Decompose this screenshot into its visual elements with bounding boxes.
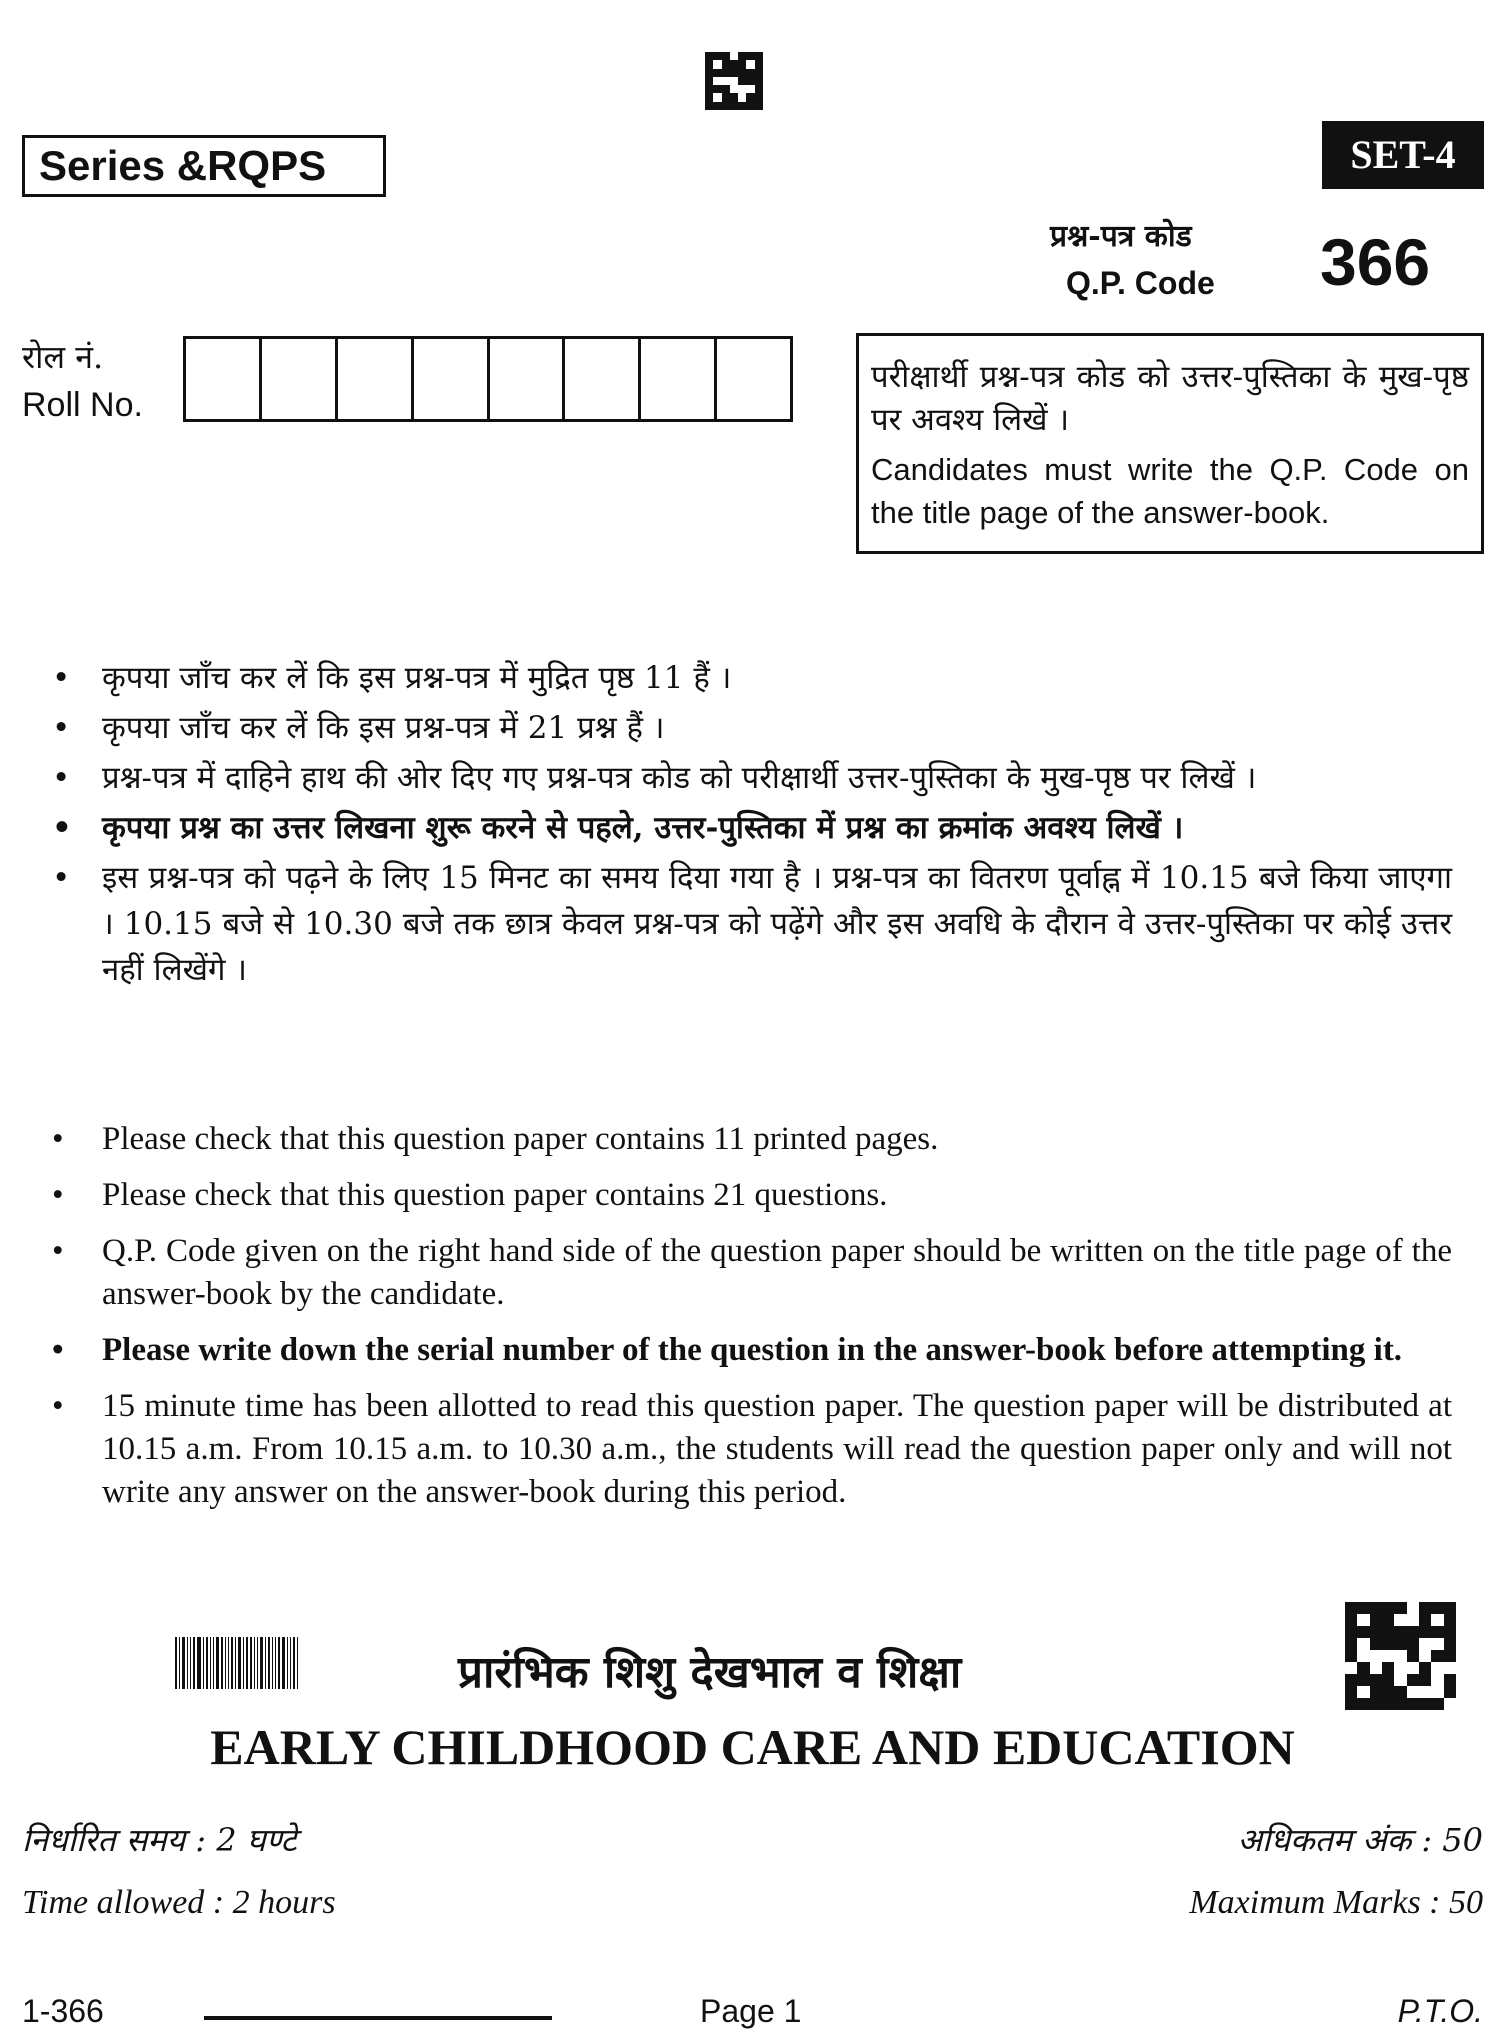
qr-module: [738, 85, 746, 93]
roll-label-hindi: रोल नं.: [22, 338, 104, 376]
qr-module: [1370, 1614, 1382, 1626]
qr-module: [1444, 1614, 1456, 1626]
qr-module: [722, 52, 730, 60]
max-marks: Maximum Marks : 50: [1189, 1884, 1483, 1921]
qr-module: [1357, 1674, 1369, 1686]
roll-digit-box: [565, 339, 641, 419]
qr-module: [1431, 1674, 1443, 1686]
roll-digit-box: [338, 339, 414, 419]
qr-module: [713, 85, 721, 93]
roll-number-boxes: [183, 336, 793, 422]
qr-module: [1357, 1686, 1369, 1698]
qr-module: [746, 52, 754, 60]
qr-module: [1394, 1650, 1406, 1662]
barcode-bar: [235, 1637, 236, 1689]
qr-module: [1419, 1602, 1431, 1614]
barcode-bar: [175, 1637, 177, 1689]
subject-title-hindi: प्रारंभिक शिशु देखभाल व शिक्षा: [458, 1647, 962, 1698]
qr-module: [1382, 1674, 1394, 1686]
barcode-bar: [278, 1637, 280, 1689]
qr-module: [738, 102, 746, 110]
instructions-hindi: [52, 655, 1452, 997]
qr-module: [730, 77, 738, 85]
qr-module: [1407, 1662, 1419, 1674]
roll-digit-box: [414, 339, 490, 419]
qr-module: [746, 102, 754, 110]
qr-module: [755, 93, 763, 101]
qr-module: [755, 102, 763, 110]
qr-module: [730, 60, 738, 68]
qr-module: [1407, 1650, 1419, 1662]
qr-module: [1394, 1698, 1406, 1710]
qr-module: [1407, 1638, 1419, 1650]
qr-module: [722, 60, 730, 68]
roll-label: Roll No.: [22, 386, 143, 424]
qr-module: [755, 85, 763, 93]
qr-module: [1370, 1662, 1382, 1674]
qp-code-label-hindi: प्रश्न-पत्र कोड: [1050, 219, 1192, 254]
barcode-bar: [268, 1637, 270, 1689]
qr-module: [1407, 1602, 1419, 1614]
qr-module: [1431, 1626, 1443, 1638]
barcode-bar: [193, 1637, 195, 1689]
qr-module: [1345, 1674, 1357, 1686]
instruction-item: • प्रश्न-पत्र में दाहिने हाथ की ओर दिए गए प्रश्न-पत्र कोड को परीक्षार्थी उत्तर-पुस्तिका के मुख-पृष्ठ पर लिखें ।: [52, 755, 1452, 801]
qr-module: [1382, 1650, 1394, 1662]
qr-module: [1394, 1662, 1406, 1674]
qr-module: [738, 60, 746, 68]
barcode-bar: [282, 1637, 285, 1689]
qr-module: [1419, 1650, 1431, 1662]
barcode-bar: [228, 1637, 229, 1689]
qr-module: [1431, 1602, 1443, 1614]
barcode-bar: [250, 1637, 252, 1689]
qr-module: [1357, 1602, 1369, 1614]
qr-code-top: [705, 52, 763, 110]
qr-module: [713, 77, 721, 85]
barcode-bar: [221, 1637, 223, 1689]
qr-module: [746, 69, 754, 77]
qr-module: [1444, 1650, 1456, 1662]
qr-module: [1382, 1686, 1394, 1698]
qr-module: [1382, 1662, 1394, 1674]
qr-module: [1357, 1614, 1369, 1626]
qr-module: [1345, 1662, 1357, 1674]
qr-module: [1407, 1698, 1419, 1710]
barcode-bar: [243, 1637, 244, 1689]
barcode-bar: [197, 1637, 201, 1689]
instructions-english: [52, 1118, 1452, 1527]
qr-module: [1370, 1698, 1382, 1710]
instruction-item: • Please write down the serial number of the question in the answer-book before attempting it.: [52, 1329, 1452, 1372]
time-allowed-hindi: निर्धारित समय : 2 घण्टे: [22, 1821, 297, 1859]
qr-module: [1370, 1638, 1382, 1650]
barcode-bar: [238, 1637, 241, 1689]
qr-module: [1345, 1614, 1357, 1626]
qr-module: [1357, 1638, 1369, 1650]
qr-module: [705, 77, 713, 85]
barcode-bar: [187, 1637, 188, 1689]
qr-module: [755, 52, 763, 60]
qr-module: [713, 93, 721, 101]
qp-code-value: 366: [1320, 225, 1431, 299]
roll-digit-box: [490, 339, 566, 419]
qr-module: [1444, 1638, 1456, 1650]
time-allowed: Time allowed : 2 hours: [22, 1884, 336, 1921]
qr-module: [1345, 1602, 1357, 1614]
qr-module: [1382, 1698, 1394, 1710]
qr-module: [1382, 1614, 1394, 1626]
barcode-bar: [297, 1637, 298, 1689]
barcode-bar: [290, 1637, 291, 1689]
roll-digit-box: [641, 339, 717, 419]
subject-title: EARLY CHILDHOOD CARE AND EDUCATION: [210, 1719, 1295, 1775]
qr-module: [1444, 1626, 1456, 1638]
qr-module: [1345, 1686, 1357, 1698]
qr-module: [1370, 1686, 1382, 1698]
qr-module: [1431, 1662, 1443, 1674]
qr-module: [1382, 1626, 1394, 1638]
please-turn-over: P.T.O.: [1397, 1993, 1483, 2029]
qr-module: [1394, 1686, 1406, 1698]
qr-module: [705, 52, 713, 60]
roll-digit-box: [186, 339, 262, 419]
qr-module: [738, 93, 746, 101]
qr-module: [730, 69, 738, 77]
barcode-bar: [203, 1637, 204, 1689]
qr-module: [705, 85, 713, 93]
qr-module: [722, 69, 730, 77]
instruction-item: • 15 minute time has been allotted to read this question paper. The question paper will be distributed at 10.15 a.m. From 10.15 a.m. to 10.30 a.m., the students will read the question paper only and will not write any answer on the answer-book during this period.: [52, 1385, 1452, 1514]
barcode: [175, 1637, 340, 1689]
instruction-item: • कृपया जाँच कर लें कि इस प्रश्न-पत्र में मुद्रित पृष्ठ 11 हैं ।: [52, 655, 1452, 701]
qr-module: [1419, 1662, 1431, 1674]
qr-module: [1419, 1626, 1431, 1638]
qr-module: [755, 77, 763, 85]
barcode-bar: [254, 1637, 255, 1689]
barcode-bar: [179, 1637, 180, 1689]
qr-module: [1407, 1626, 1419, 1638]
qr-module: [1345, 1638, 1357, 1650]
qr-module: [738, 52, 746, 60]
instruction-item: • Please check that this question paper contains 11 printed pages.: [52, 1118, 1452, 1161]
qr-module: [1419, 1686, 1431, 1698]
set-badge: SET-4: [1322, 121, 1484, 189]
barcode-bar: [275, 1637, 276, 1689]
barcode-bar: [210, 1637, 211, 1689]
roll-digit-box: [717, 339, 790, 419]
barcode-bar: [265, 1637, 266, 1689]
max-marks-hindi: अधिकतम अंक : 50: [1237, 1821, 1483, 1859]
qr-module: [1431, 1650, 1443, 1662]
qr-module: [730, 102, 738, 110]
footer-code: 1-366: [22, 1993, 104, 2029]
barcode-bar: [216, 1637, 219, 1689]
barcode-bar: [246, 1637, 248, 1689]
qr-module: [1431, 1698, 1443, 1710]
qr-module: [1444, 1662, 1456, 1674]
qp-code-notice-box: [856, 333, 1484, 554]
qr-module: [1370, 1626, 1382, 1638]
qr-module: [1444, 1698, 1456, 1710]
barcode-bar: [257, 1637, 258, 1689]
qr-module: [705, 93, 713, 101]
qr-module: [705, 69, 713, 77]
qr-module: [1394, 1602, 1406, 1614]
notice-hindi: परीक्षार्थी प्रश्न-पत्र कोड को उत्तर-पुस्तिका के मुख-पृष्ठ पर अवश्य लिखें ।: [871, 359, 1469, 438]
qr-module: [1431, 1614, 1443, 1626]
barcode-bar: [287, 1637, 288, 1689]
qr-module: [1431, 1686, 1443, 1698]
qr-module: [1419, 1638, 1431, 1650]
qr-module: [1370, 1650, 1382, 1662]
qr-module: [1357, 1662, 1369, 1674]
series-box: Series &RQPS: [22, 135, 386, 197]
qr-module: [1382, 1602, 1394, 1614]
qr-module: [1407, 1614, 1419, 1626]
qr-module: [738, 69, 746, 77]
qr-module: [1431, 1638, 1443, 1650]
barcode-bar: [182, 1637, 185, 1689]
qp-code-label: Q.P. Code: [1066, 265, 1215, 301]
qr-module: [1419, 1674, 1431, 1686]
barcode-bar: [225, 1637, 226, 1689]
qr-module: [713, 52, 721, 60]
instruction-item: • कृपया जाँच कर लें कि इस प्रश्न-पत्र में 21 प्रश्न हैं ।: [52, 705, 1452, 751]
qr-module: [722, 77, 730, 85]
qr-module: [730, 52, 738, 60]
qr-module: [713, 60, 721, 68]
qr-module: [755, 69, 763, 77]
barcode-bar: [272, 1637, 273, 1689]
qr-module: [1394, 1638, 1406, 1650]
qr-module: [1407, 1686, 1419, 1698]
qr-module: [746, 93, 754, 101]
qr-code-bottom: [1345, 1602, 1456, 1710]
qr-module: [1394, 1674, 1406, 1686]
qr-module: [730, 93, 738, 101]
instruction-item: • Please check that this question paper contains 21 questions.: [52, 1174, 1452, 1217]
qr-module: [1444, 1674, 1456, 1686]
qr-module: [1419, 1614, 1431, 1626]
qr-module: [1394, 1626, 1406, 1638]
qr-module: [1370, 1602, 1382, 1614]
barcode-bar: [213, 1637, 214, 1689]
qr-module: [1394, 1614, 1406, 1626]
qr-module: [1357, 1698, 1369, 1710]
qr-module: [746, 85, 754, 93]
instruction-item: • कृपया प्रश्न का उत्तर लिखना शुरू करने से पहले, उत्तर-पुस्तिका में प्रश्न का क्रमांक अवश्य लिखें ।: [52, 805, 1452, 851]
qr-module: [713, 102, 721, 110]
qr-module: [1345, 1650, 1357, 1662]
qr-module: [738, 77, 746, 85]
qr-module: [746, 60, 754, 68]
barcode-bar: [206, 1637, 208, 1689]
barcode-bar: [231, 1637, 233, 1689]
qr-module: [705, 60, 713, 68]
qr-module: [1419, 1698, 1431, 1710]
qr-module: [1345, 1626, 1357, 1638]
page-number: Page 1: [700, 1993, 802, 2029]
qr-module: [1357, 1626, 1369, 1638]
qr-module: [705, 102, 713, 110]
qr-module: [755, 60, 763, 68]
qr-module: [1407, 1674, 1419, 1686]
instruction-item: • Q.P. Code given on the right hand side of the question paper should be written on the title page of the answer-book by the candidate.: [52, 1230, 1452, 1316]
qr-module: [722, 102, 730, 110]
barcode-bar: [190, 1637, 191, 1689]
qr-module: [1444, 1602, 1456, 1614]
footer-divider: [204, 2016, 552, 2020]
qr-module: [1382, 1638, 1394, 1650]
qr-module: [730, 85, 738, 93]
barcode-bar: [293, 1637, 295, 1689]
qr-module: [1370, 1674, 1382, 1686]
notice-english: Candidates must write the Q.P. Code on the title page of the answer-book.: [871, 452, 1469, 530]
qr-module: [722, 93, 730, 101]
qr-module: [1345, 1698, 1357, 1710]
qr-module: [713, 69, 721, 77]
roll-digit-box: [262, 339, 338, 419]
qr-module: [1444, 1686, 1456, 1698]
instruction-item: • इस प्रश्न-पत्र को पढ़ने के लिए 15 मिनट का समय दिया गया है । प्रश्न-पत्र का वितरण पूर्वाह्न में 10.15 बजे किया जाएगा । 10.15 बजे से 10.30 बजे तक छात्र केवल प्रश्न-पत्र को पढ़ेंगे और इस अवधि के दौरान वे उत्तर-पुस्तिका पर कोई उत्तर नहीं लिखेंगे ।: [52, 855, 1452, 993]
qr-module: [1357, 1650, 1369, 1662]
barcode-bar: [260, 1637, 263, 1689]
qr-module: [746, 77, 754, 85]
qr-module: [722, 85, 730, 93]
